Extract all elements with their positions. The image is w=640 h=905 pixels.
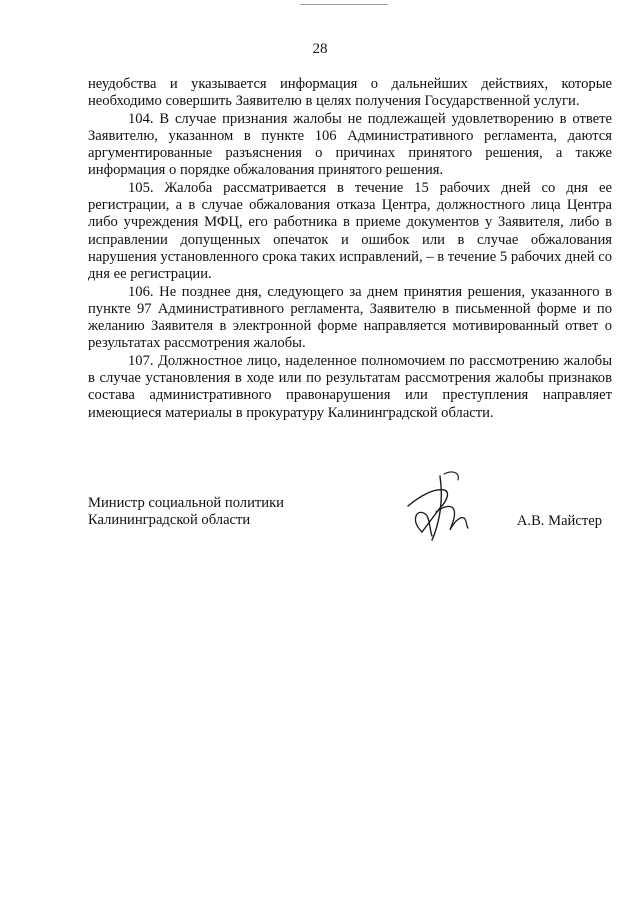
signatory-position	[88, 495, 284, 530]
page-number: 28	[312, 41, 328, 57]
handwritten-signature	[400, 466, 476, 546]
paragraph-106: 106. Не позднее дня, следующего за днем принятия решения, указанного в пункте 97 Административного регламента, Заявителю в письменной форме и по желанию Заявителя в электронной форме направляется мотивированный ответ о результатах рассмотрения жалобы.	[88, 283, 612, 352]
top-edge-mark	[300, 0, 388, 5]
paragraph-continuation: неудобства и указывается информация о дальнейших действиях, которые необходимо совершить Заявителю в целях получения Государственной услуги.	[88, 76, 612, 110]
paragraph-104: 104. В случае признания жалобы не подлежащей удовлетворению в ответе Заявителю, указанном в пункте 106 Административного регламента, даются аргументированные разъяснения о причинах принятого решения, а также информация о порядке обжалования принятого решения.	[88, 110, 612, 179]
paragraph-105: 105. Жалоба рассматривается в течение 15 рабочих дней со дня ее регистрации, а в случае обжалования отказа Центра, должностного лица Центра либо учреждения МФЦ, его работника в приеме документов у Заявителя, либо в исправлении допущенных опечаток и ошибок или в случае обжалования нарушения установленного срока таких исправлений, – в течение 5 рабочих дней со дня ее регистрации.	[88, 179, 612, 283]
body-text	[88, 76, 612, 422]
signatory-position-line-1: Министр социальной политики	[88, 495, 284, 511]
paragraph-107: 107. Должностное лицо, наделенное полномочием по рассмотрению жалобы в случае установления в ходе или по результатам рассмотрения жалобы признаков состава административного правонарушения или преступления направляет имеющиеся материалы в прокуратуру Калининградской области.	[88, 352, 612, 421]
signatory-name: А.В. Майстер	[516, 513, 602, 529]
signatory-position-line-2: Калининградской области	[88, 512, 251, 529]
